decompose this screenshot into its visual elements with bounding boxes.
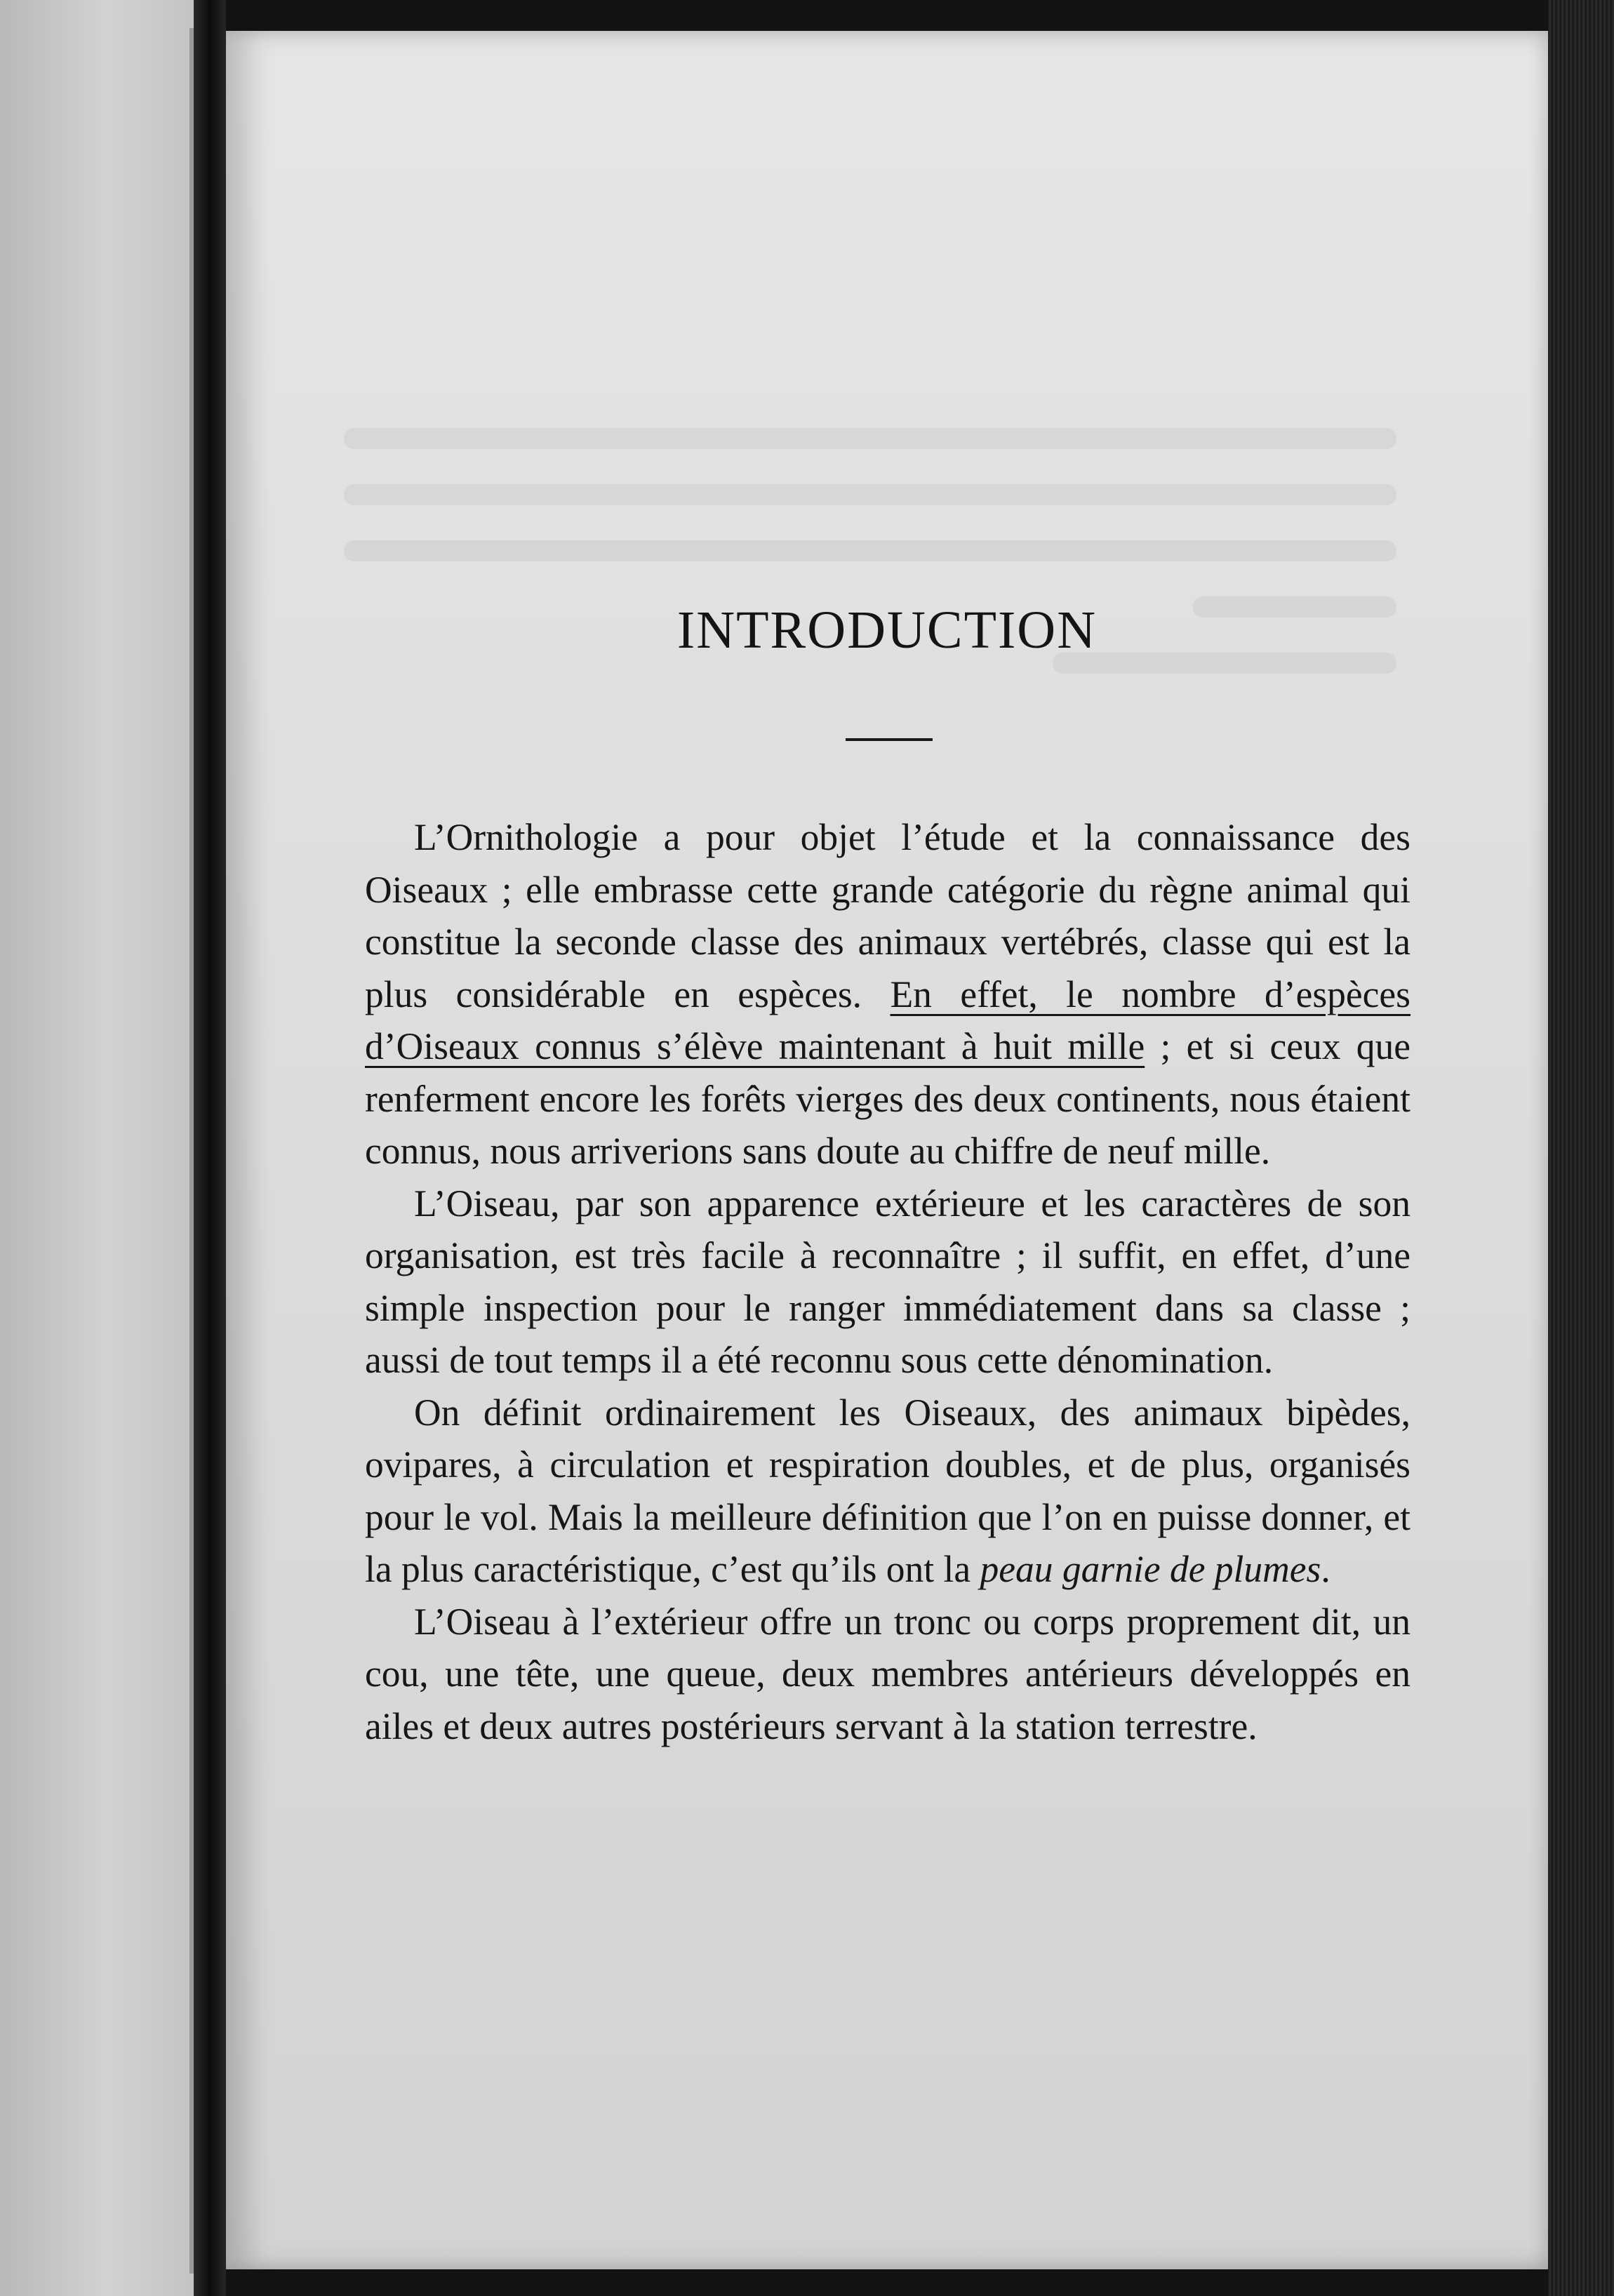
paragraph [365,811,1410,1177]
paragraph-text: ; et si ceux que renferment encore les forêts vierges des deux continents, nous étaient connus, nous arriverions sans doute au chiffre de neuf mille. [365,1025,1410,1172]
paragraph-text: L’Ornithologie a pour objet l’étude et la connaissance des Oiseaux ; elle embrasse cette grande catégorie du règne animal qui constitue la seconde classe des animaux vertébrés, classe qui est la plus considérable en espèces. [365,816,1410,1015]
book-block-edge [1548,0,1614,2296]
bleed-through-line [344,428,1396,449]
bleed-through-line [344,484,1396,505]
paragraph: L’Oiseau, par son apparence extérieure et les caractères de son organisation, est très facile à reconnaître ; il suffit, en effet, d’une simple inspection pour le ranger immédiatement dans sa classe ; aussi de tout temps il a été reconnu sous cette dénomination. [365,1182,1410,1381]
paragraph-text: . [1321,1548,1330,1590]
paragraph [365,1387,1410,1596]
paragraph: L’Oiseau à l’extérieur offre un tronc ou corps proprement dit, un cou, une tête, une queue, deux membres antérieurs développés en ailes et deux autres postérieurs servant à la station terrestre. [365,1600,1410,1747]
previous-page-edge [0,0,194,2296]
underlined-passage: En effet, le nombre d’espèces d’Oiseaux connus s’élève maintenant à huit mille [365,973,1410,1067]
body-text [365,811,1410,1752]
paragraph-text: On définit ordinairement les Oiseaux, des animaux bipèdes, ovipares, à circulation et respiration doubles, et de plus, organisés pour le vol. Mais la meilleure définition que l’on en puisse donner, et la plus caractéristique, c’est qu’ils ont la [365,1391,1410,1590]
chapter-title: INTRODUCTION [676,601,1098,660]
book-gutter [194,0,226,2296]
bleed-through-line [344,540,1396,561]
title-rule [846,738,933,741]
italic-phrase: peau garnie de plumes [980,1548,1321,1590]
